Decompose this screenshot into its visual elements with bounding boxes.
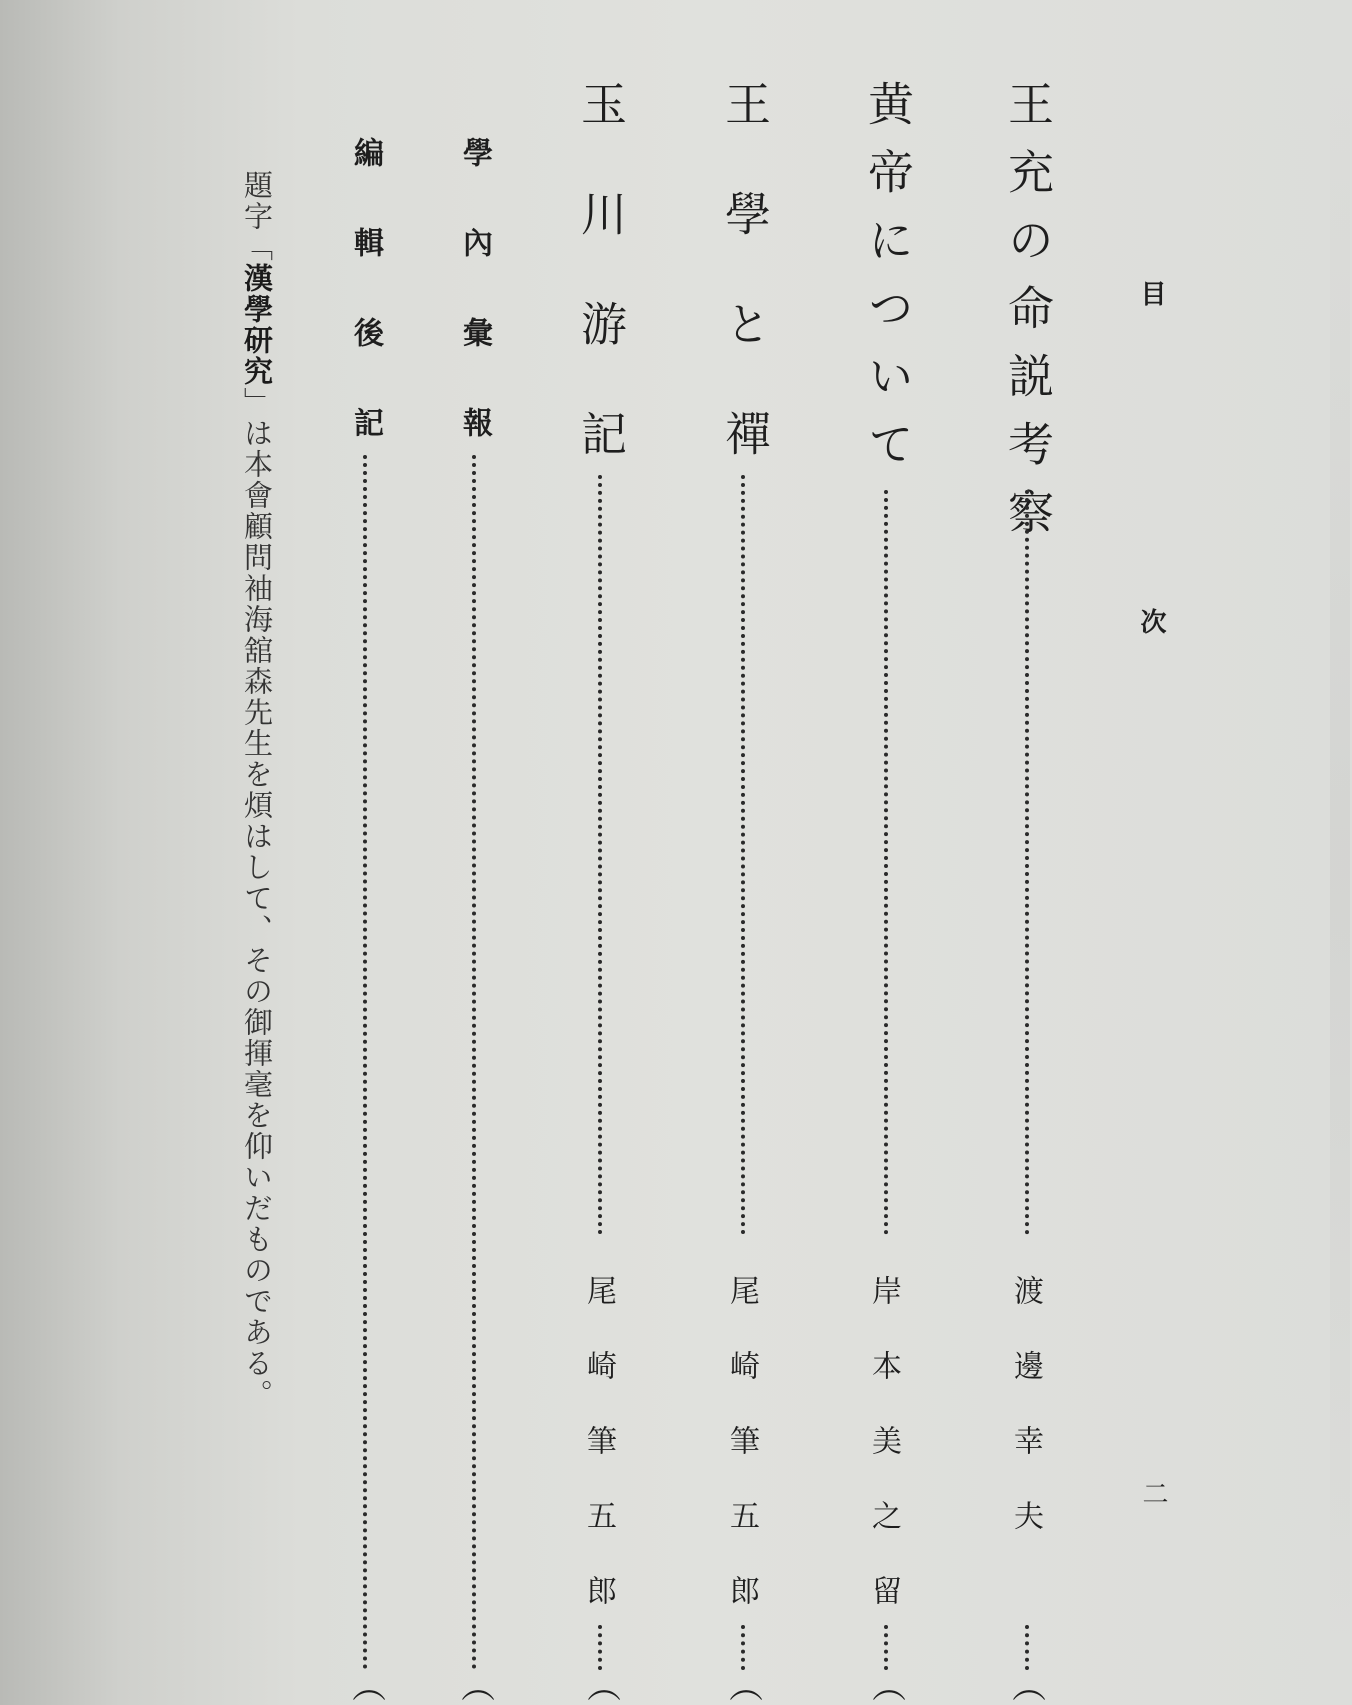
page-paren: （ [347, 1668, 387, 1702]
toc-entry-title: 學內彙報 [457, 137, 492, 497]
leader-dots [741, 475, 745, 1235]
toc-entry-title: 王學と禪 [718, 80, 772, 520]
page-number: 二 [1138, 1480, 1168, 1506]
toc-entry-author: 渡邊幸夫 [1008, 1275, 1043, 1575]
toc-entry-title: 編輯後記 [348, 137, 383, 497]
toc-entry-title: 黄帝について [861, 80, 915, 488]
leader-dots [1025, 1625, 1029, 1670]
toc-entry-title: 王充の命説考察 [1001, 80, 1055, 556]
page-paren: （ [724, 1668, 764, 1702]
footnote [240, 170, 274, 1410]
leader-dots [741, 1625, 745, 1670]
leader-dots [1025, 490, 1029, 1235]
page-paren: （ [867, 1668, 907, 1702]
leader-dots [598, 475, 602, 1235]
leader-dots [884, 1625, 888, 1670]
toc-entry-author: 尾崎筆五郎 [581, 1275, 616, 1650]
page-paren: （ [1007, 1668, 1047, 1702]
toc-entry-title: 玉川游記 [574, 80, 628, 520]
footnote-title: 漢學研究 [240, 263, 274, 387]
leader-dots [598, 1625, 602, 1670]
page-paren: （ [582, 1668, 622, 1702]
toc-entry-author: 岸本美之留 [866, 1275, 901, 1650]
footnote-prefix: 題字「 [240, 170, 274, 263]
page-paren: （ [456, 1668, 496, 1702]
toc-heading: 目 次 [1136, 280, 1166, 772]
leader-dots [472, 455, 476, 1670]
toc-entry-author: 尾崎筆五郎 [724, 1275, 759, 1650]
leader-dots [363, 455, 367, 1670]
footnote-suffix: 」は本會顧問袖海舘森先生を煩はして、その御揮毫を仰いだものである。 [240, 387, 274, 1410]
leader-dots [884, 490, 888, 1235]
show-through-shadow [1330, 60, 1350, 1660]
